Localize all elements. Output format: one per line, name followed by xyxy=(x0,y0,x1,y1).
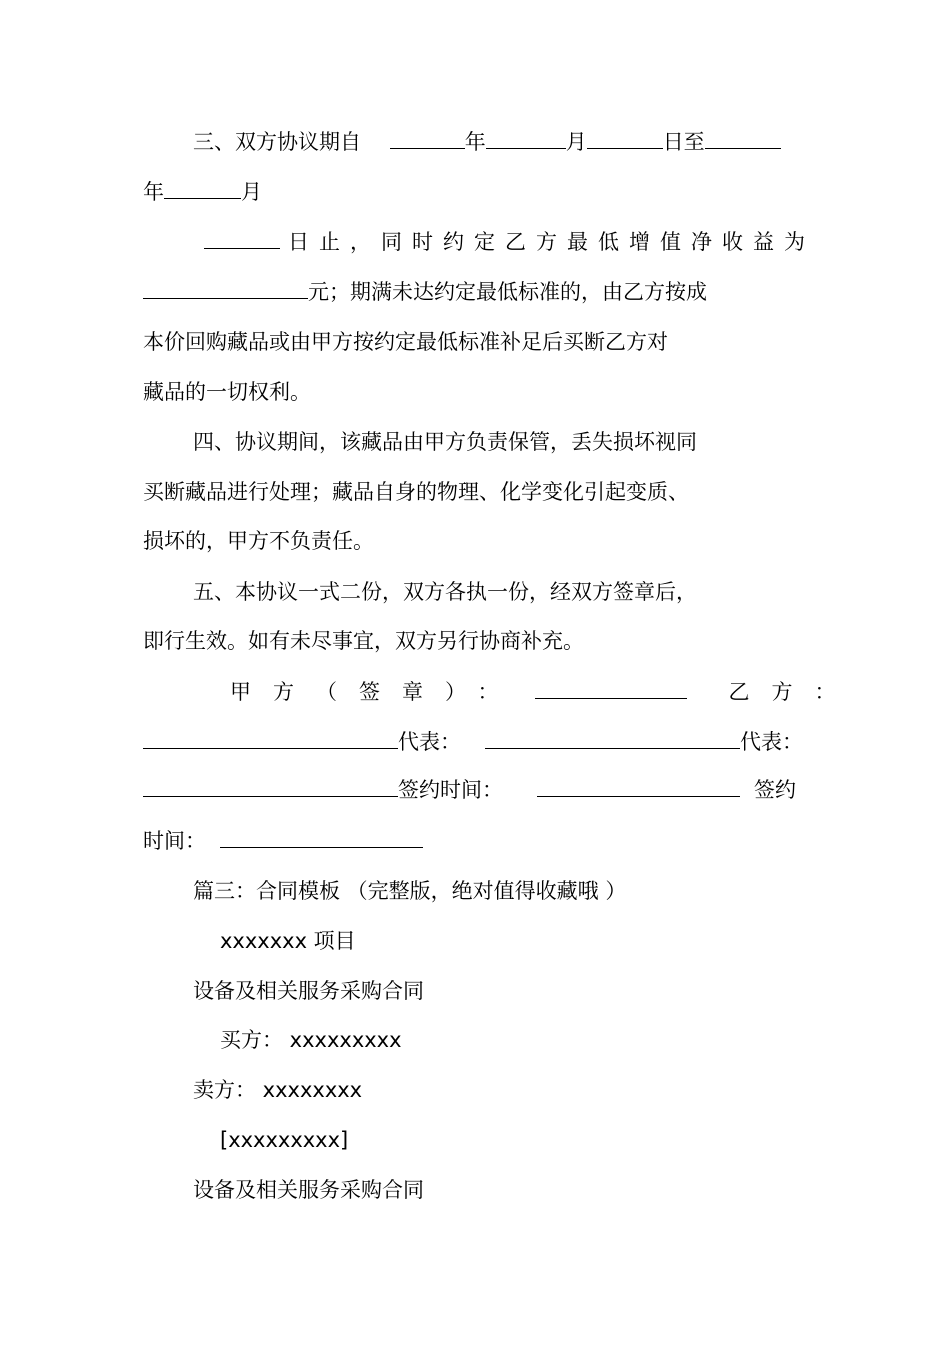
clause5-line1: 五、本协议一式二份，双方各执一份，经双方签章后， xyxy=(193,580,697,604)
blank-party-a xyxy=(535,678,687,699)
clause3-line6: 藏品的一切权利。 xyxy=(143,380,311,404)
rep-label-b: 代表： xyxy=(740,730,803,754)
unit-year: 年 xyxy=(464,130,486,154)
clause4-line3: 损坏的，甲方不负责任。 xyxy=(143,529,374,553)
clause4-line1: 四、协议期间，该藏品由甲方负责保管，丢失损坏视同 xyxy=(193,430,697,454)
clause3-day-to: 日至 xyxy=(662,130,705,154)
blank-day xyxy=(587,128,663,149)
buyer-line: 买方： xxxxxxxxx xyxy=(220,1028,402,1052)
blank-sign-time-b xyxy=(220,827,423,848)
blank-year xyxy=(390,128,465,149)
blank-month xyxy=(486,128,566,149)
unit-year: 年 xyxy=(143,180,164,204)
contract-title: 设备及相关服务采购合同 xyxy=(193,979,424,1003)
sign-time-label-b-part1: 签约 xyxy=(754,778,796,802)
clause3-line2 xyxy=(143,177,262,207)
contract-title-repeat: 设备及相关服务采购合同 xyxy=(193,1178,424,1202)
clause3-line5: 本价回购藏品或由甲方按约定最低标准补足后买断乙方对 xyxy=(143,330,668,354)
clause3-line3 xyxy=(204,227,815,257)
project-name: xxxxxxx 项目 xyxy=(220,929,356,953)
clause3-line4 xyxy=(143,277,707,307)
clause4-line2: 买断藏品进行处理；藏品自身的物理、化学变化引起变质、 xyxy=(143,480,689,504)
clause3-text: 三、双方协议期自 xyxy=(193,130,361,154)
party-a-label: 甲方（签章）： xyxy=(230,680,521,704)
blank-rep-a xyxy=(485,728,740,749)
sign-time-label-a: 签约时间： xyxy=(398,778,503,802)
clause3-line1 xyxy=(193,127,781,157)
unit-month: 月 xyxy=(565,130,587,154)
signature-line2 xyxy=(143,727,803,757)
party-b-label: 乙方： xyxy=(728,680,858,704)
signature-line4 xyxy=(143,826,423,856)
blank-sign-time-a xyxy=(537,776,740,797)
rep-label-a: 代表： xyxy=(398,730,461,754)
contract-code: [xxxxxxxxx] xyxy=(220,1128,349,1152)
signature-line1 xyxy=(230,677,858,707)
sign-time-label-b-part2: 时间： xyxy=(143,829,206,853)
blank-end-month xyxy=(164,178,241,199)
signature-line3 xyxy=(143,775,796,805)
blank-end-year xyxy=(705,128,781,149)
unit-month: 月 xyxy=(241,180,262,204)
blank-end-day xyxy=(204,228,280,249)
seller-line: 卖方： xxxxxxxx xyxy=(193,1078,363,1102)
blank-party-b xyxy=(143,728,398,749)
blank-rep-b xyxy=(143,776,398,797)
blank-amount xyxy=(143,278,308,299)
clause3-text: 元；期满未达约定最低标准的，由乙方按成 xyxy=(308,280,707,304)
section3-heading: 篇三：合同模板 （完整版，绝对值得收藏哦 ） xyxy=(193,879,627,903)
clause3-text: 日止，同时约定乙方最低增值净收益为 xyxy=(288,230,815,254)
clause5-line2: 即行生效。如有未尽事宜，双方另行协商补充。 xyxy=(143,629,584,653)
